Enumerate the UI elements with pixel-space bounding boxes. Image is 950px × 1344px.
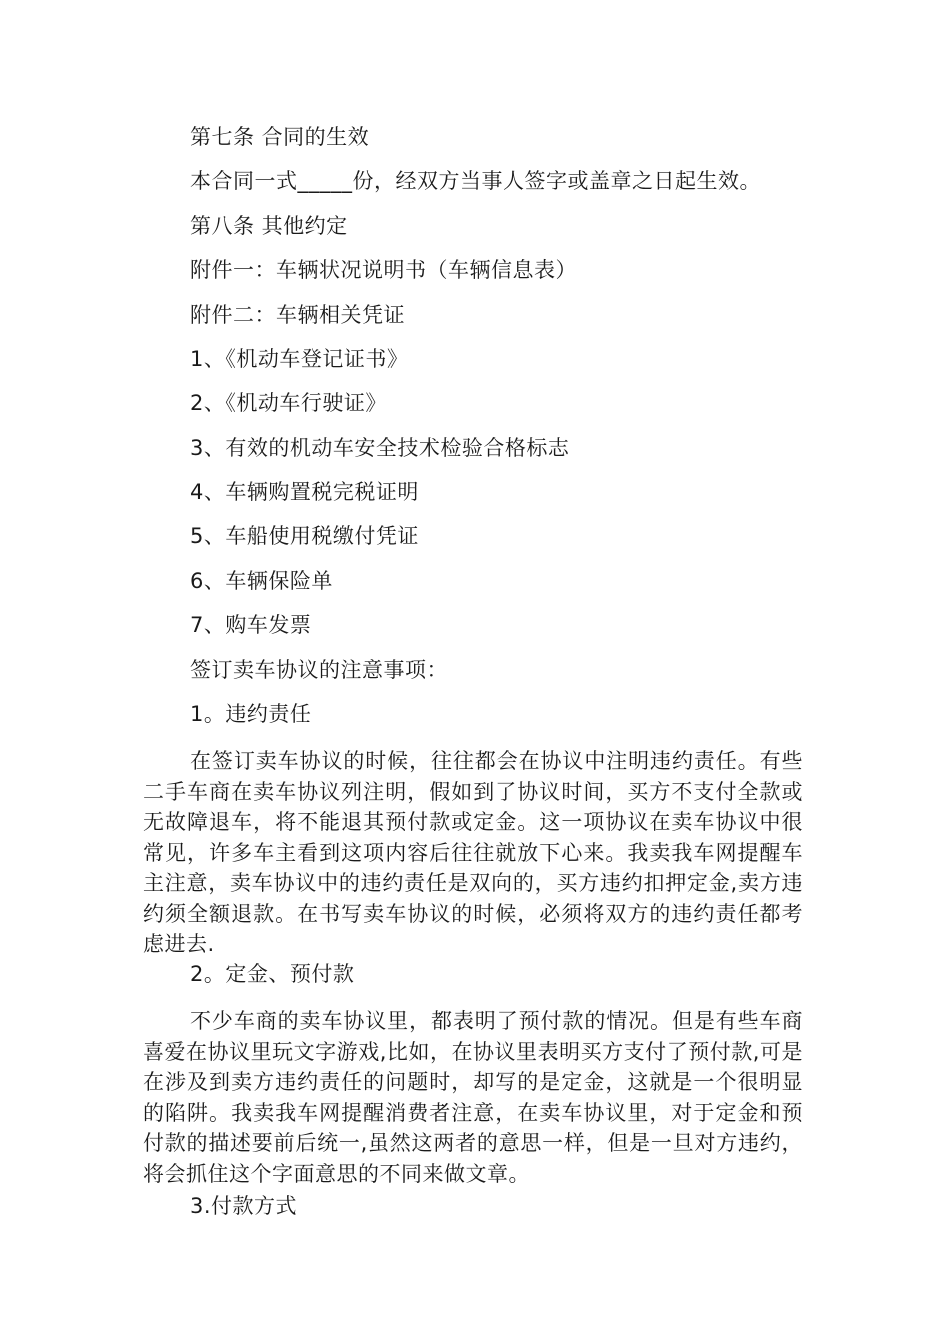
section-1-paragraph: 在签订卖车协议的时候，往往都会在协议中注明违约责任。有些二手车商在卖车协议列注明，假如到了协议时间，买方不支付全款或无故障退车，将不能退其预付款或定金。这一项协议在卖车协议中很常见，许多车主看到这项内容后往往就放下心来。我卖我车网提醒车主注意，卖车协议中的违约责任是双向的，买方违约扣押定金,卖方违约须全额退款。在书写卖车协议的时候，必须将双方的违约责任都考虑进去. (143, 749, 803, 956)
list-item: 7、购车发票 (190, 613, 312, 637)
attachment-2: 附件二：车辆相关凭证 (190, 303, 405, 327)
list-item: 3、有效的机动车安全技术检验合格标志 (190, 436, 570, 460)
section-1-heading: 1。违约责任 (190, 702, 312, 726)
section-3-heading: 3.付款方式 (190, 1194, 298, 1218)
notes-heading: 签订卖车协议的注意事项： (190, 658, 448, 682)
list-item: 2、《机动车行驶证》 (190, 391, 387, 415)
list-item: 4、车辆购置税完税证明 (190, 480, 419, 504)
section-2-heading: 2。定金、预付款 (190, 962, 355, 986)
article-7-heading: 第七条 合同的生效 (190, 125, 370, 149)
article-7-text: 本合同一式_____份，经双方当事人签字或盖章之日起生效。 (190, 169, 761, 193)
attachment-1: 附件一：车辆状况说明书（车辆信息表） (190, 258, 577, 282)
list-item: 5、车船使用税缴付凭证 (190, 524, 419, 548)
section-2-paragraph: 不少车商的卖车协议里，都表明了预付款的情况。但是有些车商喜爱在协议里玩文字游戏,比如，在协议里表明买方支付了预付款,可是在涉及到卖方违约责任的问题时，却写的是定金，这就是一个很明显的陷阱。我卖我车网提醒消费者注意，在卖车协议里，对于定金和预付款的描述要前后统一,虽然这两者的意思一样，但是一旦对方违约，将会抓住这个字面意思的不同来做文章。 (143, 1009, 803, 1186)
article-8-heading: 第八条 其他约定 (190, 214, 348, 238)
list-item: 6、车辆保险单 (190, 569, 333, 593)
list-item: 1、《机动车登记证书》 (190, 347, 409, 371)
